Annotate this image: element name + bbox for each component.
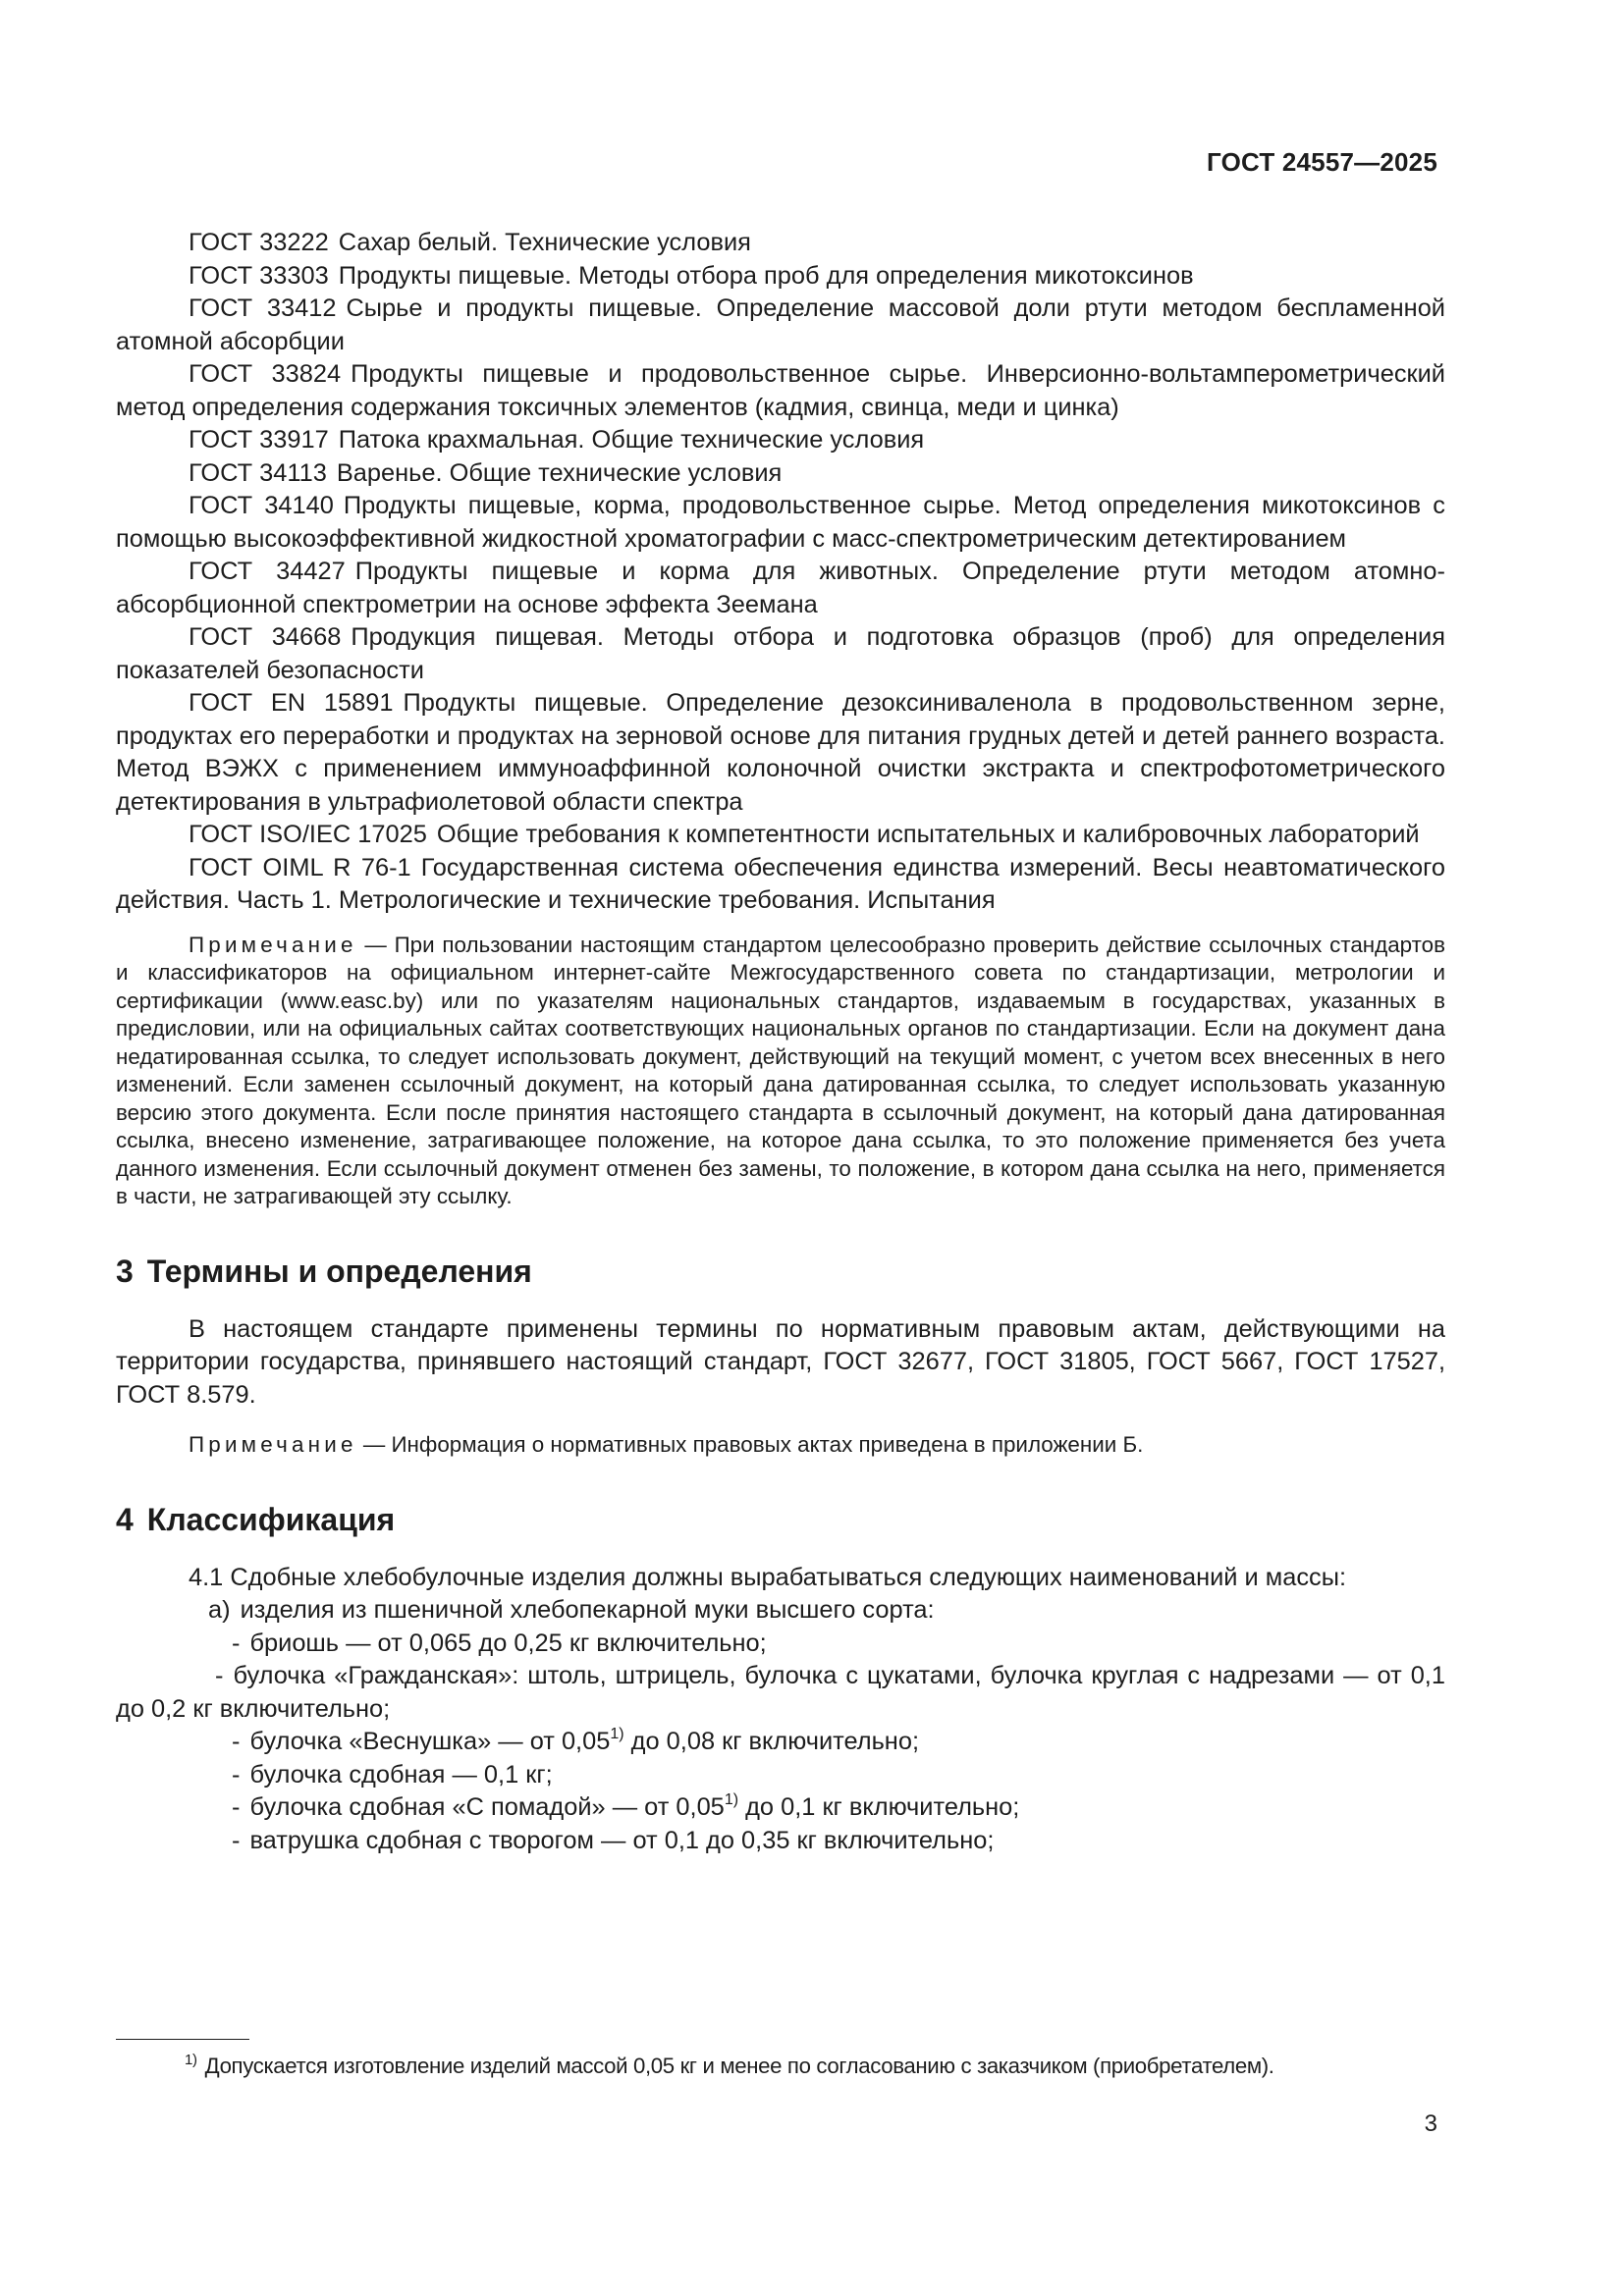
dash-marker: - <box>232 1728 241 1755</box>
section-4-heading <box>116 1501 1445 1538</box>
dash-item-text: булочка «Веснушка» — от 0,05 <box>249 1728 611 1755</box>
footnote-reference: 1) <box>724 1790 739 1808</box>
reference-item <box>116 852 1445 918</box>
reference-item <box>116 424 1445 457</box>
dash-item <box>116 1825 1445 1858</box>
reference-item <box>116 358 1445 424</box>
reference-title: Варенье. Общие технические условия <box>336 458 783 487</box>
reference-code: ГОСТ 34113 <box>189 458 327 487</box>
reference-code: ГОСТ 33824 <box>189 360 342 388</box>
reference-code: ГОСТ 34668 <box>189 623 342 651</box>
note-label: Примечание <box>189 1432 357 1457</box>
footnote-reference: 1) <box>610 1725 624 1742</box>
note-text: — Информация о нормативных правовых актах приведена в приложении Б. <box>362 1432 1144 1457</box>
reference-code: ГОСТ 34140 <box>189 492 334 519</box>
reference-title: Сахар белый. Технические условия <box>338 229 751 256</box>
reference-item <box>116 293 1445 358</box>
reference-code: ГОСТ 33303 <box>189 261 329 290</box>
dash-marker: - <box>232 1629 241 1657</box>
references-note <box>116 932 1445 1211</box>
section-number: 3 <box>116 1253 134 1289</box>
page-number: 3 <box>1424 2110 1437 2137</box>
reference-title: Сырье и продукты пищевые. Определение массовой доли ртути методом беспламенной атомной абсорбции <box>116 294 1445 355</box>
footnote-mark: 1) <box>185 2051 197 2068</box>
list-item-a <box>116 1594 1445 1628</box>
section-3-heading <box>116 1253 1445 1290</box>
reference-item <box>116 227 1445 260</box>
reference-code: ГОСТ OIML R 76-1 <box>189 853 411 881</box>
reference-code: ГОСТ 33222 <box>189 229 329 256</box>
reference-code: ГОСТ ISO/IEC 17025 <box>189 821 427 848</box>
reference-item <box>116 556 1445 621</box>
reference-title: Общие требования к компетентности испытательных и калибровочных лабораторий <box>436 821 1420 848</box>
dash-item <box>116 1791 1445 1825</box>
reference-code: ГОСТ 34427 <box>189 558 346 585</box>
reference-title: Продукты пищевые. Методы отбора проб для определения микотоксинов <box>338 261 1194 290</box>
reference-item <box>116 621 1445 687</box>
footnote-separator <box>116 2039 249 2040</box>
reference-title: Продукция пищевая. Методы отбора и подготовка образцов (проб) для определения показателей безопасности <box>116 623 1445 684</box>
reference-title: Патока крахмальная. Общие технические условия <box>338 426 925 454</box>
reference-title: Государственная система обеспечения единства измерений. Весы неавтоматического действия. Часть 1. Метрологические и технические требования. Испытания <box>116 853 1445 914</box>
reference-title: Продукты пищевые, корма, продовольственное сырье. Метод определения микотоксинов с помощью высокоэффективной жидкостной хроматографии с масс-спектрометрическим детектированием <box>116 492 1445 553</box>
document-code-header: ГОСТ 24557—2025 <box>1207 147 1437 177</box>
note-text: — При пользовании настоящим стандартом целесообразно проверить действие ссылочных стандартов и классификаторов на официальном интернет-сайте Межгосударственного совета по стандартизации, метрологии и сертификации (www.easc.by) или по указателям национальных стандартов, издаваемым в государствах, указанных в предисловии, или на официальных сайтах соответствующих национальных органов по стандартизации. Если на документ дана недатированная ссылка, то следует использовать документ, действующий на текущий момент, с учетом всех внесенных в него изменений. Если заменен ссылочный документ, на который дана датированная ссылка, то следует использовать указанную версию этого документа. Если после принятия настоящего стандарта в ссылочный документ, на который дана датированная ссылка, внесено изменение, затрагивающее положение, на которое дана ссылка, то это положение применяется без учета данного изменения. Если ссылочный документ отменен без замены, то положение, в котором дана ссылка на него, применяется в части, не затрагивающей эту ссылку. <box>116 932 1445 1208</box>
reference-item <box>116 819 1445 852</box>
dash-item <box>116 1726 1445 1759</box>
reference-item <box>116 457 1445 491</box>
dash-item-text-cont: до 0,08 кг включительно; <box>630 1728 919 1755</box>
dash-item-text: бриошь — от 0,065 до 0,25 кг включительно; <box>249 1629 767 1657</box>
section-title: Термины и определения <box>146 1253 532 1289</box>
dash-item-text: булочка «Гражданская»: штоль, штрицель, булочка с цукатами, булочка круглая с надрезами — от 0,1 до 0,2 кг включительно; <box>116 1662 1445 1723</box>
footnote-text: Допускается изготовление изделий массой 0,05 кг и менее по согласованию с заказчиком (приобретателем). <box>204 2054 1274 2078</box>
dash-item <box>116 1660 1445 1726</box>
dash-item <box>116 1628 1445 1661</box>
dash-item-text: булочка сдобная «С помадой» — от 0,05 <box>249 1793 725 1821</box>
reference-title: Продукты пищевые. Определение дезоксиниваленола в продовольственном зерне, продуктах его переработки и продуктах на зерновой основе для питания грудных детей и детей раннего возраста. Метод ВЭЖХ с применением иммуноаффинной колоночной очистки экстракта и спектрофотометрического детектирования в ультрафиолетовой области спектра <box>116 689 1445 816</box>
section-3-paragraph: В настоящем стандарте применены термины по нормативным правовым актам, действующими на территории государства, принявшего настоящий стандарт, ГОСТ 32677, ГОСТ 31805, ГОСТ 5667, ГОСТ 17527, ГОСТ 8.579. <box>116 1314 1445 1409</box>
dash-item <box>116 1759 1445 1792</box>
reference-item <box>116 490 1445 556</box>
reference-code: ГОСТ EN 15891 <box>189 689 394 717</box>
reference-code: ГОСТ 33412 <box>189 294 337 322</box>
section-3-note <box>116 1431 1445 1460</box>
page-content <box>116 227 1445 1857</box>
dash-item-text-cont: до 0,1 кг включительно; <box>745 1793 1020 1821</box>
reference-item <box>116 687 1445 819</box>
list-item-text: изделия из пшеничной хлебопекарной муки высшего сорта: <box>240 1596 935 1624</box>
reference-title: Продукты пищевые и корма для животных. Определение ртути методом атомно-абсорбционной спектрометрии на основе эффекта Зеемана <box>116 558 1445 618</box>
reference-code: ГОСТ 33917 <box>189 426 329 454</box>
reference-title: Продукты пищевые и продовольственное сырье. Инверсионно-вольтамперометрический метод определения содержания токсичных элементов (кадмия, свинца, меди и цинка) <box>116 360 1445 421</box>
footnote <box>185 2053 1274 2080</box>
list-marker: а) <box>208 1596 231 1624</box>
dash-item-text: ватрушка сдобная с творогом — от 0,1 до 0,35 кг включительно; <box>249 1826 995 1854</box>
clause-4-1: 4.1 Сдобные хлебобулочные изделия должны вырабатываться следующих наименований и массы: <box>189 1563 1347 1591</box>
section-title: Классификация <box>146 1501 396 1537</box>
section-number: 4 <box>116 1501 134 1537</box>
dash-marker: - <box>215 1662 224 1689</box>
note-label: Примечание <box>189 932 357 957</box>
dash-item-text: булочка сдобная — 0,1 кг; <box>249 1760 553 1789</box>
dash-marker: - <box>232 1826 241 1854</box>
dash-marker: - <box>232 1760 241 1789</box>
reference-item <box>116 260 1445 294</box>
normative-references-list <box>116 227 1445 918</box>
dash-marker: - <box>232 1793 241 1821</box>
